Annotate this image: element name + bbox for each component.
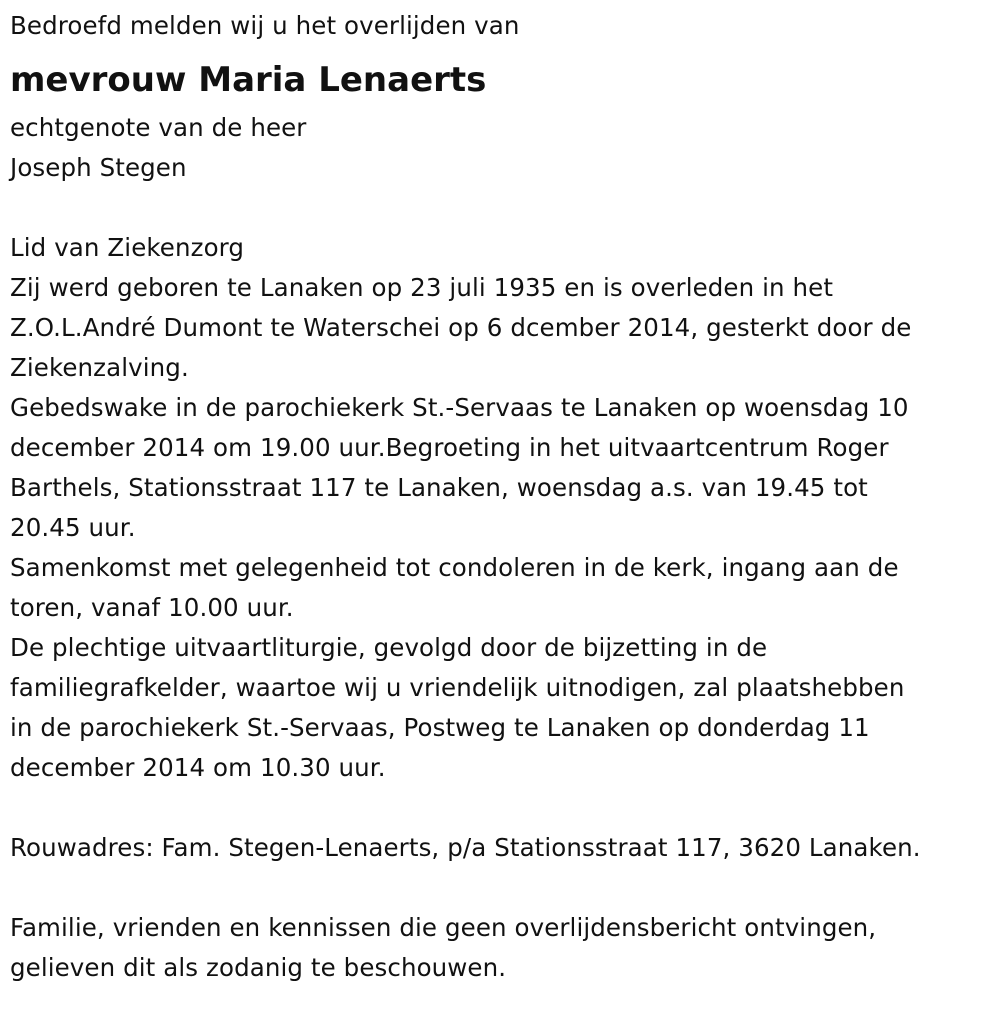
spacer [10,188,995,228]
body-line: december 2014 om 10.30 uur. [10,753,386,782]
spacer [10,868,995,908]
spouse-block [10,108,995,188]
closing-block [10,908,995,988]
body-line: Samenkomst met gelegenheid tot condoleren in de kerk, ingang aan de [10,553,899,582]
notice-body [10,228,995,788]
body-line: 20.45 uur. [10,513,136,542]
body-line: in de parochiekerk St.-Servaas, Postweg te Lanaken op donderdag 11 [10,713,870,742]
body-line: Ziekenzalving. [10,353,189,382]
body-line: Zij werd geboren te Lanaken op 23 juli 1935 en is overleden in het [10,273,834,302]
death-notice [10,0,995,988]
body-line: familiegrafkelder, waartoe wij u vriendelijk uitnodigen, zal plaatshebben [10,673,905,702]
body-line: Gebedswake in de parochiekerk St.-Servaas te Lanaken op woensdag 10 [10,393,909,422]
intro-text: Bedroefd melden wij u het overlijden van [10,11,520,40]
spouse-line: echtgenote van de heer [10,113,307,142]
closing-line: gelieven dit als zodanig te beschouwen. [10,953,507,982]
spouse-name: Joseph Stegen [10,153,187,182]
membership-line: Lid van Ziekenzorg [10,233,245,262]
body-line: De plechtige uitvaartliturgie, gevolgd door de bijzetting in de [10,633,768,662]
body-line: december 2014 om 19.00 uur.Begroeting in het uitvaartcentrum Roger [10,433,889,462]
body-line: toren, vanaf 10.00 uur. [10,593,294,622]
body-line: Barthels, Stationsstraat 117 te Lanaken, woensdag a.s. van 19.45 tot [10,473,868,502]
mourning-address: Rouwadres: Fam. Stegen-Lenaerts, p/a Stationsstraat 117, 3620 Lanaken. [10,833,921,862]
deceased-name: mevrouw Maria Lenaerts [10,60,487,100]
body-line: Z.O.L.André Dumont te Waterschei op 6 dcember 2014, gesterkt door de [10,313,912,342]
spacer [10,788,995,828]
closing-line: Familie, vrienden en kennissen die geen overlijdensbericht ontvingen, [10,913,877,942]
